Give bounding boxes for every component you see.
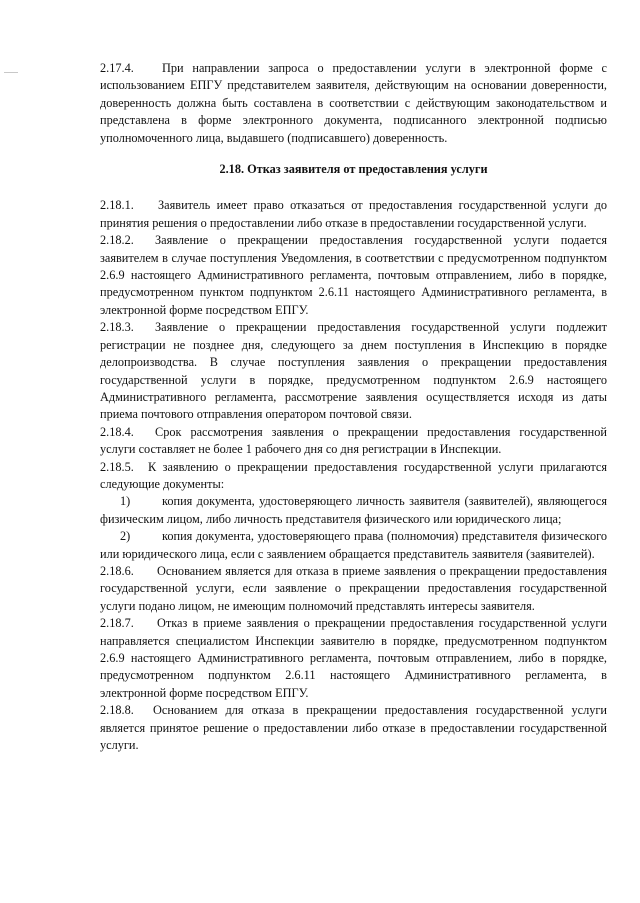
- paragraph-2-18-7: [100, 615, 607, 702]
- clause-text: Основанием для отказа в прекращении предоставления государственной услуги является принятое решение о предоставлении либо отказе в предоставлении государственной услуги.: [100, 703, 607, 753]
- list-item-text: копия документа, удостоверяющего личность заявителя (заявителей), являющегося физическим лицом, либо личность представителя физического или юридического лица;: [100, 494, 607, 526]
- paragraph-2-18-6: [100, 563, 607, 615]
- clause-text: Заявитель имеет право отказаться от предоставления государственной услуги до принятия решения о предоставлении либо отказе в предоставлении государственной услуги.: [100, 198, 607, 230]
- clause-text: Заявление о прекращении предоставления государственной услуги подается заявителем в случае поступления Уведомления, в соответствии с предусмотренном подпунктом 2.6.9 настоящего Административного регламента, почтовым отправлением, либо в порядке, предусмотренном пунктом подпунктом 2.6.11 настоящего Административного регламента, в электронной форме посредством ЕПГУ.: [100, 233, 607, 317]
- clause-text: При направлении запроса о предоставлении услуги в электронной форме с использованием ЕПГУ представителем заявителя, действующим на основании доверенности, доверенность должна быть составлена в соответствии с действующим законодательством и представлена в форме электронного документа, подписанного электронной подписью уполномоченного лица, выдавшего (подписавшего) доверенность.: [100, 61, 607, 145]
- list-marker: 2): [120, 529, 131, 544]
- list-item-text: копия документа, удостоверяющего права (полномочия) представителя физического или юридического лица, если с заявлением обращается представитель заявителя (заявителей).: [100, 529, 607, 561]
- paragraph-2-18-3: [100, 319, 607, 423]
- list-marker: 1): [120, 494, 131, 509]
- paragraph-2-18-5: [100, 459, 607, 494]
- clause-number: 2.17.4.: [100, 61, 134, 75]
- list-item: [100, 493, 607, 528]
- paragraph-2-18-4: [100, 424, 607, 459]
- paragraph-2-18-1: [100, 197, 607, 232]
- paragraph-2-17-4: [100, 60, 607, 147]
- clause-text: Основанием является для отказа в приеме заявления о прекращении предоставления государственной услуги, если заявление о прекращении предоставления государственной услуги подано лицом, не имеющим полномочий представлять интересы заявителя.: [100, 563, 607, 613]
- clause-number: 2.18.6.: [100, 563, 134, 578]
- clause-number: 2.18.3.: [100, 320, 134, 335]
- clause-number: 2.18.4.: [100, 424, 134, 439]
- section-heading: 2.18. Отказ заявителя от предоставления услуги: [219, 162, 488, 177]
- clause-text: Срок рассмотрения заявления о прекращении предоставления государственной услуги составляет не более 1 рабочего дня со дня регистрации в Инспекции.: [100, 424, 607, 457]
- clause-number: 2.18.2.: [100, 233, 134, 248]
- clause-number: 2.18.7.: [100, 616, 134, 631]
- paragraph-2-18-2: [100, 232, 607, 319]
- clause-number: 2.18.8.: [100, 703, 134, 718]
- clause-text: Заявление о прекращении предоставления государственной услуги подлежит регистрации не позднее дня, следующего за днем поступления в Инспекцию в порядке делопроизводства. В случае поступления заявления о прекращении предоставления государственной услуги в порядке, предусмотренном подпунктом 2.6.9 настоящего Административного регламента, рассмотрение заявления осуществляется исходя из даты приема почтового отправления оператором почтовой связи.: [100, 320, 607, 422]
- margin-mark: [4, 71, 18, 74]
- document-page: [100, 60, 607, 754]
- clause-number: 2.18.1.: [100, 198, 134, 213]
- list-item: [100, 528, 607, 563]
- clause-number: 2.18.5.: [100, 459, 134, 474]
- paragraph-2-18-8: [100, 702, 607, 754]
- clause-text: К заявлению о прекращении предоставления государственной услуги прилагаются следующие документы:: [100, 459, 607, 491]
- clause-text: Отказ в приеме заявления о прекращении предоставления государственной услуги направляется специалистом Инспекции заявителю в порядке, предусмотренном подпунктом 2.6.9 настоящего Административного регламента, почтовым отправлением, либо в порядке, предусмотренном подпунктом 2.6.11 настоящего Административного регламента, в электронной форме посредством ЕПГУ.: [100, 616, 607, 700]
